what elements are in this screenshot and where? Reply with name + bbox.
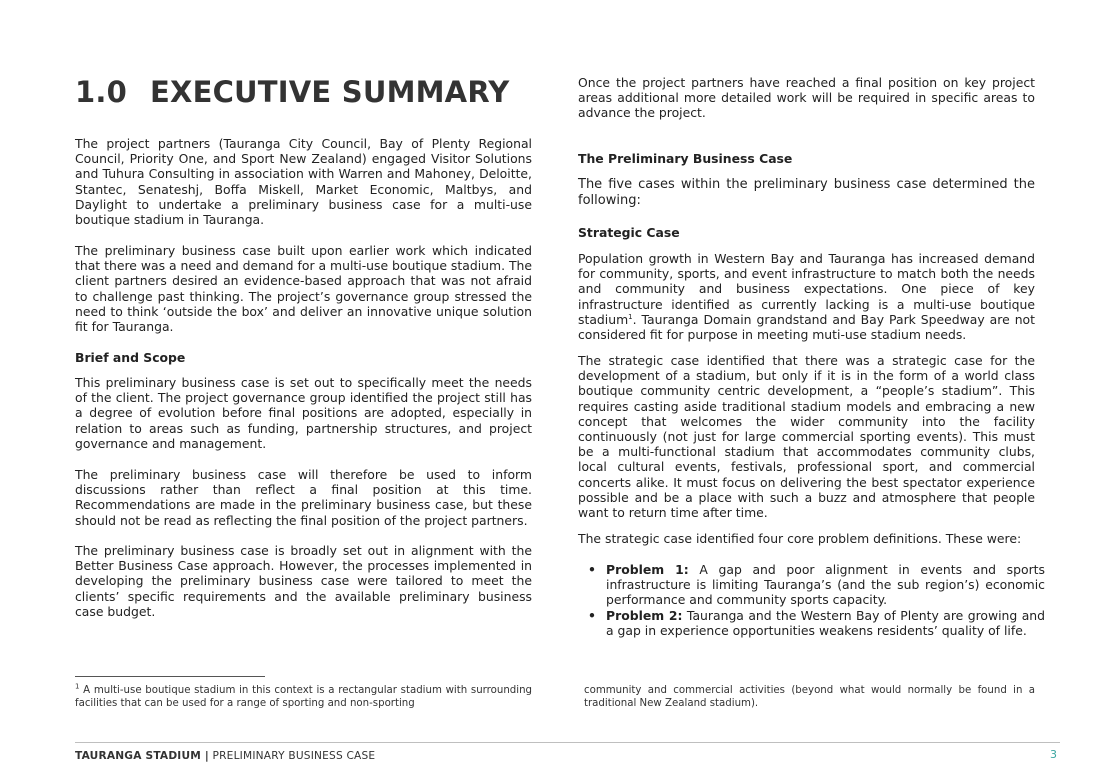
bullet-icon: • <box>588 562 596 577</box>
footnote-right: community and commercial activities (beyond what would normally be found in a traditional New Zealand stadium). <box>584 685 1035 709</box>
pbc-heading: The Preliminary Business Case <box>578 151 793 166</box>
pbc-lead-paragraph: The five cases within the preliminary business case determined the following: <box>578 177 1035 208</box>
page-title <box>75 72 509 112</box>
problem-list <box>588 562 1045 638</box>
footnote-left: $^1$ A multi-use boutique stadium in this context is a rectangular stadium with surrounding facilities that can be used for a range of sporting and non-sporting <box>75 682 532 709</box>
strategic-case-heading: Strategic Case <box>578 225 680 240</box>
section-number: 1.0 <box>75 75 127 109</box>
running-footer: TAURANGA STADIUM | PRELIMINARY BUSINESS CASE <box>75 750 376 762</box>
footnote-ref: 1 <box>628 312 633 321</box>
footer-divider <box>75 742 1060 743</box>
footnote-divider <box>75 676 265 677</box>
list-item: • Problem 2: Tauranga and the Western Bay of Plenty are growing and a gap in experience opportunities weakens residents’ quality of life. <box>588 607 1045 638</box>
intro-paragraph: The project partners (Tauranga City Council, Bay of Plenty Regional Council, Priority One, and Sport New Zealand) engaged Visitor Solutions and Tuhura Consulting in association with Warren and Mahoney, Deloitte, Stantec, Senateshj, Boffa Miskell, Market Economic, Maltbys, and Daylight to undertake a preliminary business case for a multi-use boutique stadium in Tauranga. <box>75 136 532 228</box>
brief-paragraph: This preliminary business case is set out to specifically meet the needs of the client. The project governance group identified the project still has a degree of evolution before final positions are adopted, especially in relation to areas such as funding, partnership structures, and project governance and management. <box>75 375 532 451</box>
inform-paragraph: The preliminary business case will therefore be used to inform discussions rather than reflect a final position at this time. Recommendations are made in the preliminary business case, but these should not be read as reflecting the final position of the project partners. <box>75 467 532 528</box>
next-steps-paragraph: Once the project partners have reached a final position on key project areas additional more detailed work will be required in specific areas to advance the project. <box>578 75 1035 121</box>
preliminary-paragraph: The preliminary business case built upon earlier work which indicated that there was a need and demand for a multi-use boutique stadium. The client partners desired an evidence-based approach that was not afraid to challenge past thinking. The project’s governance group stressed the need to think ‘outside the box’ and deliver an innovative unique solution fit for Tauranga. <box>75 243 532 335</box>
problems-intro: The strategic case identified four core problem definitions. These were: <box>578 531 1022 546</box>
alignment-paragraph: The preliminary business case is broadly set out in alignment with the Better Business Case approach. However, the processes implemented in developing the preliminary business case were tailored to meet the clients’ specific requirements and the available preliminary business case budget. <box>75 543 532 619</box>
population-paragraph: Population growth in Western Bay and Tauranga has increased demand for community, sports, and event infrastructure to match both the needs and community and business expectations. One piece of key infrastructure identified as currently lacking is a multi-use boutique stadium$^1$. Tauranga Domain grandstand and Bay Park Speedway are not considered fit for purpose in meeting muti-use stadium needs. <box>578 251 1035 343</box>
strategic-paragraph: The strategic case identified that there was a strategic case for the development of a stadium, but only if it is in the form of a world class boutique community centric development, a “people’s stadium”. This requires casting aside traditional stadium models and embracing a new concept that welcomes the wider community into the facility continuously (not just for large commercial sporting events). This must be a multi-functional stadium that accommodates community clubs, local cultural events, festivals, professional sport, and commercial concerts alike. It must focus on delivering the best spectator experience possible and be a place with such a buzz and atmosphere that people want to return time after time. <box>578 353 1035 521</box>
page-number: 3 <box>1050 748 1057 761</box>
bullet-icon: • <box>588 607 596 623</box>
section-title: EXECUTIVE SUMMARY <box>150 75 510 109</box>
list-item: • Problem 1: A gap and poor alignment in events and sports infrastructure is limiting Tauranga’s (and the sub region’s) economic performance and community sports capacity. <box>588 562 1045 608</box>
brief-scope-heading: Brief and Scope <box>75 350 186 365</box>
